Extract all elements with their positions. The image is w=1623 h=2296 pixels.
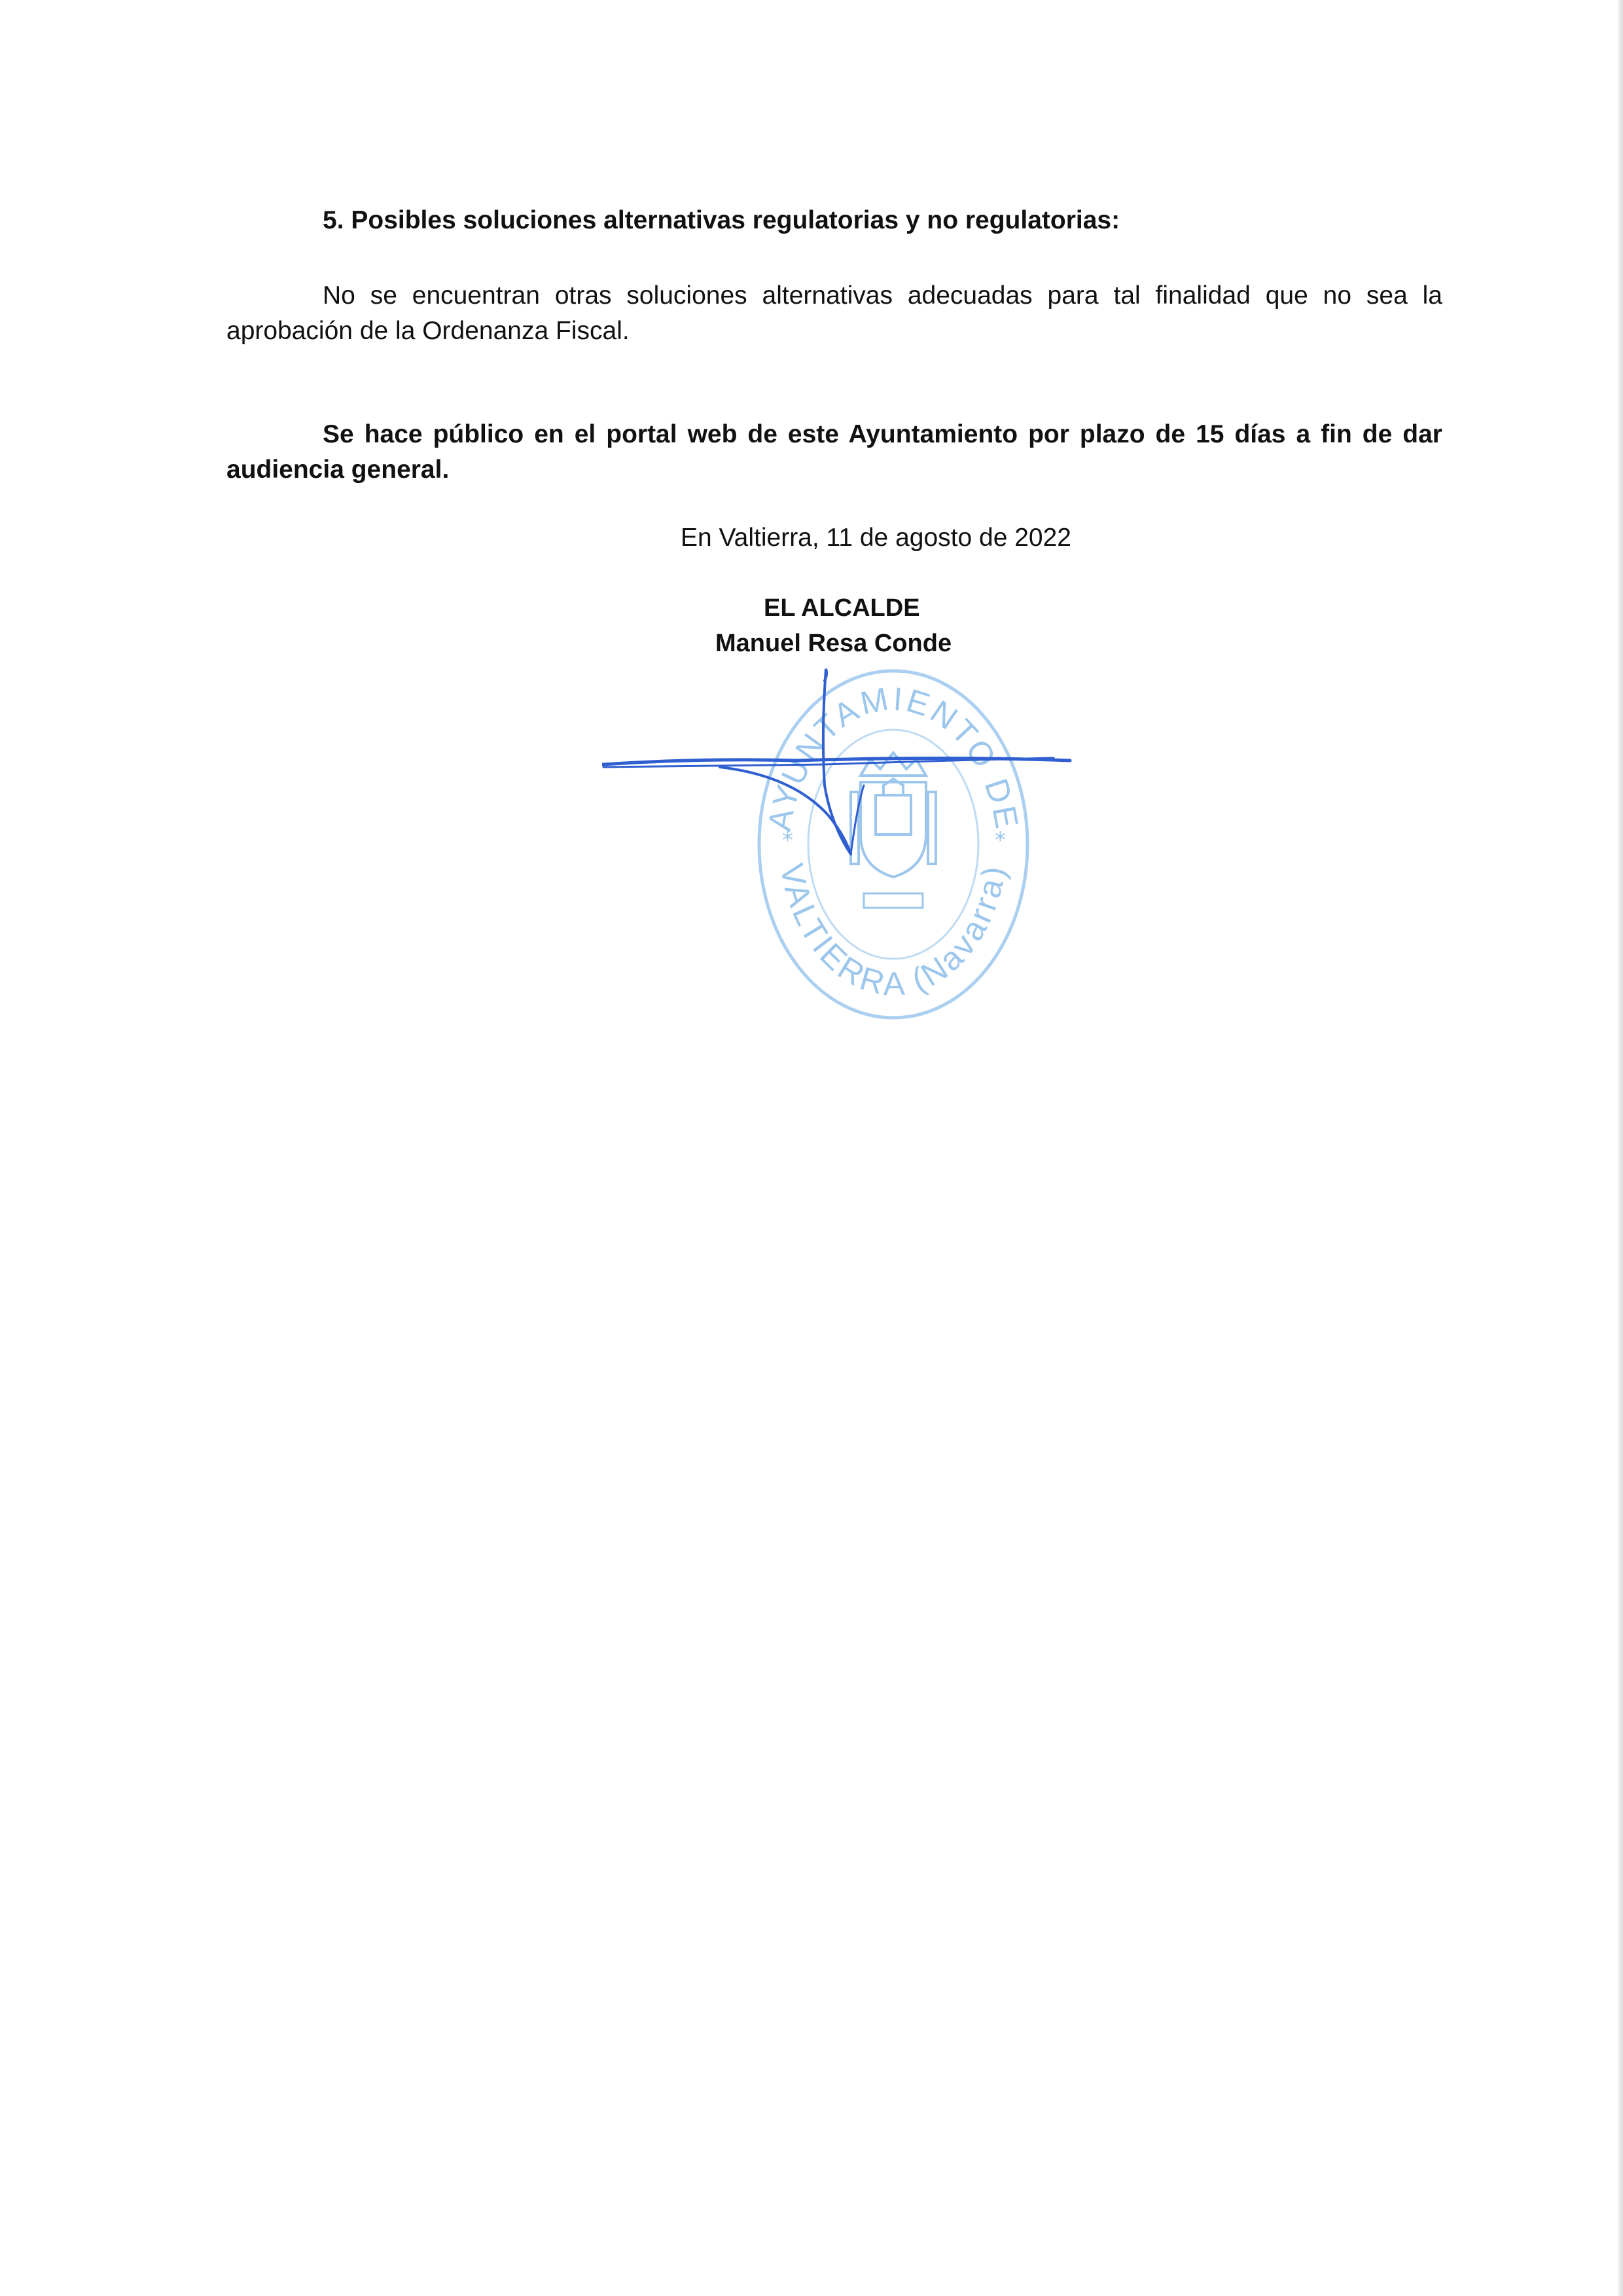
signer-title: EL ALCALDE <box>764 594 920 622</box>
section-heading: 5. Posibles soluciones alternativas regulatorias y no regulatorias: <box>323 206 1120 234</box>
paragraph-public-notice: Se hace público en el portal web de este Ayuntamiento por plazo de 15 días a fin de dar audiencia general. <box>226 420 1442 484</box>
svg-text:*: * <box>995 827 1006 853</box>
svg-text:*: * <box>782 827 793 853</box>
page-edge <box>1618 0 1623 2296</box>
paragraph-alternatives: No se encuentran otras soluciones alternativas adecuadas para tal finalidad que no sea la aprobación de la Ordenanza Fiscal. <box>226 281 1442 345</box>
stamp-bottom-text: VALTIERRA (Navarra) <box>773 861 1014 1003</box>
handwritten-signature <box>602 589 1086 877</box>
place-date: En Valtierra, 11 de agosto de 2022 <box>681 524 1071 552</box>
signer-name: Manuel Resa Conde <box>715 630 952 657</box>
stamp-top-text: AYUNTAMIENTO DE <box>760 679 1026 834</box>
